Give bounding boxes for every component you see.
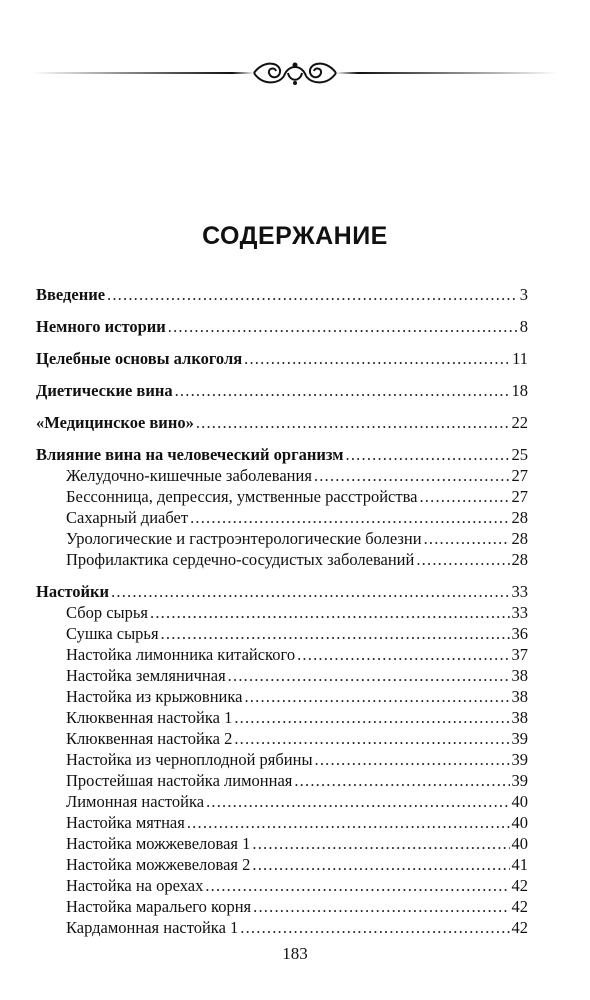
- toc-entry: [36, 896, 528, 917]
- toc-leader-dots: [294, 770, 509, 791]
- toc-entry: [36, 486, 528, 507]
- toc-entry-page: 40: [511, 834, 528, 853]
- toc-entry-title: Бессонница, депрессия, умственные расстройства: [66, 487, 418, 506]
- toc-leader-dots: [346, 444, 510, 465]
- toc-leader-dots: [228, 665, 510, 686]
- toc-entry-page: 38: [511, 708, 528, 727]
- toc-entry-title: Настойка маральего корня: [66, 897, 252, 916]
- toc-leader-dots: [252, 833, 509, 854]
- toc-entry-title: Целебные основы алкоголя: [36, 349, 243, 368]
- toc-entry: [36, 686, 528, 707]
- toc-entry-page: 27: [511, 466, 528, 485]
- toc-entry: [36, 528, 528, 549]
- ornament-divider: [32, 56, 558, 90]
- toc-entry-page: 39: [511, 750, 528, 769]
- toc-entry-title: Клюквенная настойка 2: [66, 729, 233, 748]
- toc-entry-page: 18: [511, 381, 528, 400]
- toc-leader-dots: [252, 854, 509, 875]
- toc-entry-page: 22: [511, 413, 528, 432]
- toc-leader-dots: [253, 896, 509, 917]
- toc-entry-title: Сахарный диабет: [66, 508, 189, 527]
- toc-entry-title: Настойка из крыжовника: [66, 687, 243, 706]
- toc-leader-dots: [111, 581, 509, 602]
- toc-entry-title: Настойка можжевеловая 1: [66, 834, 251, 853]
- toc-leader-dots: [168, 316, 518, 337]
- toc-leader-dots: [190, 507, 509, 528]
- toc-entry-page: 39: [511, 729, 528, 748]
- toc-entry: [36, 348, 528, 369]
- toc-entry: [36, 284, 528, 305]
- toc-leader-dots: [196, 412, 510, 433]
- toc-entry-title: Сушка сырья: [66, 624, 159, 643]
- toc-entry: [36, 444, 528, 465]
- toc-entry-title: Настойка можжевеловая 2: [66, 855, 251, 874]
- table-of-contents: [36, 284, 528, 938]
- toc-entry-page: 8: [519, 317, 528, 336]
- toc-entry: [36, 854, 528, 875]
- toc-entry: [36, 707, 528, 728]
- toc-leader-dots: [234, 728, 509, 749]
- toc-entry-title: Диетические вина: [36, 381, 173, 400]
- toc-entry-page: 37: [511, 645, 528, 664]
- toc-entry: [36, 917, 528, 938]
- toc-entry-title: Урологические и гастроэнтерологические болезни: [66, 529, 422, 548]
- toc-leader-dots: [416, 549, 509, 570]
- toc-entry-title: Влияние вина на человеческий организм: [36, 445, 344, 464]
- toc-leader-dots: [150, 602, 509, 623]
- toc-entry-page: 11: [512, 349, 528, 368]
- toc-entry: [36, 665, 528, 686]
- toc-entry-page: 40: [511, 813, 528, 832]
- toc-entry-page: 33: [511, 603, 528, 622]
- toc-entry: [36, 380, 528, 401]
- toc-entry-page: 42: [511, 897, 528, 916]
- toc-entry: [36, 581, 528, 602]
- toc-leader-dots: [234, 707, 509, 728]
- toc-entry: [36, 833, 528, 854]
- toc-entry-title: Настойка лимонника китайского: [66, 645, 296, 664]
- toc-leader-dots: [424, 528, 510, 549]
- toc-entry-title: Настойки: [36, 582, 110, 601]
- toc-leader-dots: [206, 791, 509, 812]
- toc-entry-page: 38: [511, 666, 528, 685]
- toc-entry-page: 25: [511, 445, 528, 464]
- toc-entry: [36, 644, 528, 665]
- toc-entry: [36, 465, 528, 486]
- toc-entry: [36, 728, 528, 749]
- toc-entry-page: 41: [511, 855, 528, 874]
- toc-entry: [36, 623, 528, 644]
- toc-entry-page: 28: [511, 550, 528, 569]
- toc-leader-dots: [419, 486, 509, 507]
- toc-entry-title: Профилактика сердечно-сосудистых заболеваний: [66, 550, 415, 569]
- toc-leader-dots: [205, 875, 509, 896]
- toc-entry: [36, 549, 528, 570]
- toc-entry-page: 28: [511, 529, 528, 548]
- toc-leader-dots: [240, 917, 509, 938]
- toc-entry-page: 33: [511, 582, 528, 601]
- toc-entry-page: 28: [511, 508, 528, 527]
- toc-entry: [36, 412, 528, 433]
- toc-entry-page: 38: [511, 687, 528, 706]
- toc-leader-dots: [187, 812, 510, 833]
- toc-entry-page: 40: [511, 792, 528, 811]
- toc-entry-title: «Медицинское вино»: [36, 413, 194, 432]
- toc-entry: [36, 316, 528, 337]
- toc-leader-dots: [161, 623, 510, 644]
- toc-leader-dots: [107, 284, 518, 305]
- toc-entry-title: Введение: [36, 285, 106, 304]
- toc-entry: [36, 812, 528, 833]
- toc-entry-title: Немного истории: [36, 317, 166, 336]
- toc-entry-page: 42: [511, 918, 528, 937]
- toc-entry-page: 39: [511, 771, 528, 790]
- page-number: 183: [282, 944, 308, 963]
- toc-leader-dots: [314, 465, 510, 486]
- toc-entry-title: Простейшая настойка лимонная: [66, 771, 293, 790]
- toc-leader-dots: [175, 380, 510, 401]
- toc-entry-page: 3: [519, 285, 528, 304]
- toc-entry-title: Сбор сырья: [66, 603, 149, 622]
- page-title: СОДЕРЖАНИЕ: [202, 222, 388, 250]
- toc-entry-page: 42: [511, 876, 528, 895]
- toc-entry-page: 27: [511, 487, 528, 506]
- toc-entry: [36, 749, 528, 770]
- toc-entry-title: Настойка мятная: [66, 813, 185, 832]
- toc-entry: [36, 602, 528, 623]
- toc-entry: [36, 875, 528, 896]
- toc-entry-title: Лимонная настойка: [66, 792, 205, 811]
- toc-entry: [36, 770, 528, 791]
- toc-entry: [36, 507, 528, 528]
- toc-leader-dots: [297, 644, 509, 665]
- toc-entry-title: Желудочно-кишечные заболевания: [66, 466, 312, 485]
- toc-entry-page: 36: [511, 624, 528, 643]
- toc-entry: [36, 791, 528, 812]
- toc-leader-dots: [244, 686, 509, 707]
- toc-entry-title: Настойка из черноплодной рябины: [66, 750, 313, 769]
- toc-entry-title: Клюквенная настойка 1: [66, 708, 233, 727]
- toc-entry-title: Кардамонная настойка 1: [66, 918, 239, 937]
- toc-leader-dots: [244, 348, 510, 369]
- toc-leader-dots: [315, 749, 510, 770]
- toc-entry-title: Настойка на орехах: [66, 876, 204, 895]
- toc-entry-title: Настойка земляничная: [66, 666, 226, 685]
